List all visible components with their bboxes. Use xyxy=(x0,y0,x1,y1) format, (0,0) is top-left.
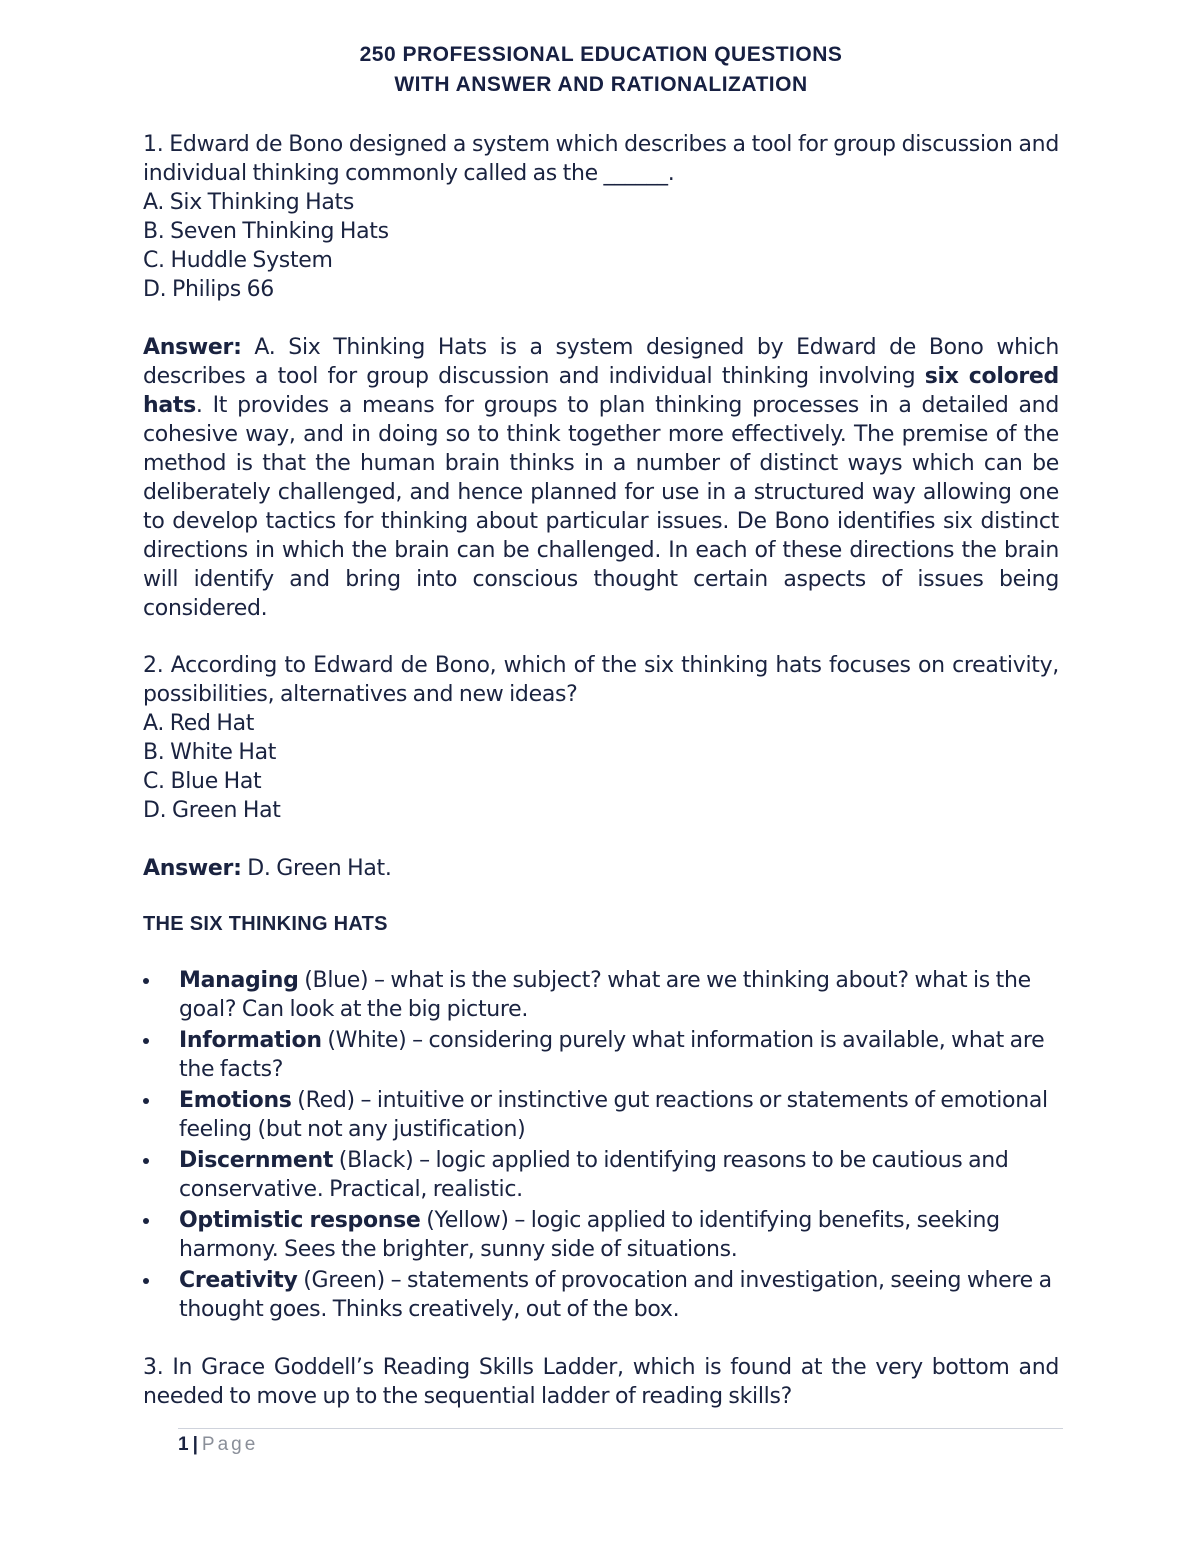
question-1-stem: 1. Edward de Bono designed a system which describes a tool for group discussion and individual thinking commonly called as the ______. xyxy=(143,132,1059,186)
question-2 xyxy=(143,651,1059,825)
hat-description: (Black) – logic applied to identifying reasons to be cautious and conservative. Practical, realistic. xyxy=(179,1148,1009,1202)
document-title xyxy=(143,40,1059,100)
bullet-icon xyxy=(143,1038,149,1044)
hat-name: Managing xyxy=(179,968,299,993)
page-footer xyxy=(178,1432,258,1458)
question-3 xyxy=(143,1353,1059,1411)
list-item xyxy=(143,1146,1059,1204)
list-item xyxy=(143,1086,1059,1144)
bullet-icon xyxy=(143,1218,149,1224)
hat-description: (Blue) – what is the subject? what are we thinking about? what is the goal? Can look at the big picture. xyxy=(179,968,1031,1022)
bullet-icon xyxy=(143,1158,149,1164)
question-2-option-d: D. Green Hat xyxy=(143,798,281,823)
title-line-2: WITH ANSWER AND RATIONALIZATION xyxy=(394,73,808,96)
answer-2 xyxy=(143,854,1059,883)
question-2-option-a: A. Red Hat xyxy=(143,711,255,736)
question-1-option-d: D. Philips 66 xyxy=(143,277,274,302)
hat-name: Information xyxy=(179,1028,322,1053)
answer-1-label: Answer: xyxy=(143,335,242,360)
question-2-stem: 2. According to Edward de Bono, which of the six thinking hats focuses on creativity, possibilities, alternatives and new ideas? xyxy=(143,653,1059,707)
page-label: Page xyxy=(201,1434,259,1455)
hat-name: Optimistic response xyxy=(179,1208,421,1233)
question-1-option-b: B. Seven Thinking Hats xyxy=(143,219,389,244)
bullet-icon xyxy=(143,978,149,984)
footer-separator: | xyxy=(192,1434,198,1455)
list-item xyxy=(143,1206,1059,1264)
hat-name: Discernment xyxy=(179,1148,334,1173)
list-item xyxy=(143,1266,1059,1324)
list-item xyxy=(143,966,1059,1024)
hat-name: Creativity xyxy=(179,1268,298,1293)
document-page xyxy=(143,40,1059,1411)
question-3-stem: 3. In Grace Goddell’s Reading Skills Ladder, which is found at the very bottom and needed to move up to the sequential ladder of reading skills? xyxy=(143,1355,1059,1409)
title-line-1: 250 PROFESSIONAL EDUCATION QUESTIONS xyxy=(359,43,843,66)
answer-2-label: Answer: xyxy=(143,856,242,881)
question-1-option-a: A. Six Thinking Hats xyxy=(143,190,355,215)
question-1 xyxy=(143,130,1059,304)
question-2-option-c: C. Blue Hat xyxy=(143,769,262,794)
section-heading-six-hats: THE SIX THINKING HATS xyxy=(143,913,388,935)
six-hats-list xyxy=(143,966,1059,1324)
bullet-icon xyxy=(143,1278,149,1284)
hat-description: (White) – considering purely what information is available, what are the facts? xyxy=(179,1028,1045,1082)
answer-1 xyxy=(143,333,1059,623)
page-number: 1 xyxy=(178,1434,189,1455)
hat-description: (Red) – intuitive or instinctive gut reactions or statements of emotional feeling (but not any justification) xyxy=(179,1088,1048,1142)
answer-2-text: D. Green Hat. xyxy=(241,856,392,881)
footer-divider xyxy=(178,1428,1063,1429)
question-2-option-b: B. White Hat xyxy=(143,740,277,765)
answer-1-text-part-1: A. Six Thinking Hats is a system designed by Edward de Bono which describes a tool for group discussion and individual thinking involving xyxy=(143,335,1059,389)
list-item xyxy=(143,1026,1059,1084)
hat-description: (Yellow) – logic applied to identifying benefits, seeking harmony. Sees the brighter, sunny side of situations. xyxy=(179,1208,1000,1262)
answer-1-text-part-2: . It provides a means for groups to plan thinking processes in a detailed and cohesive way, and in doing so to think together more effectively. The premise of the method is that the human brain thinks in a number of distinct ways which can be deliberately challenged, and hence planned for use in a structured way allowing one to develop tactics for thinking about particular issues. De Bono identifies six distinct directions in which the brain can be challenged. In each of these directions the brain will identify and bring into conscious thought certain aspects of issues being considered. xyxy=(143,393,1059,621)
hat-name: Emotions xyxy=(179,1088,292,1113)
question-1-option-c: C. Huddle System xyxy=(143,248,333,273)
answer-1-emphasis: six colored hats xyxy=(143,364,1060,418)
hat-description: (Green) – statements of provocation and investigation, seeing where a thought goes. Thinks creatively, out of the box. xyxy=(179,1268,1052,1322)
bullet-icon xyxy=(143,1098,149,1104)
